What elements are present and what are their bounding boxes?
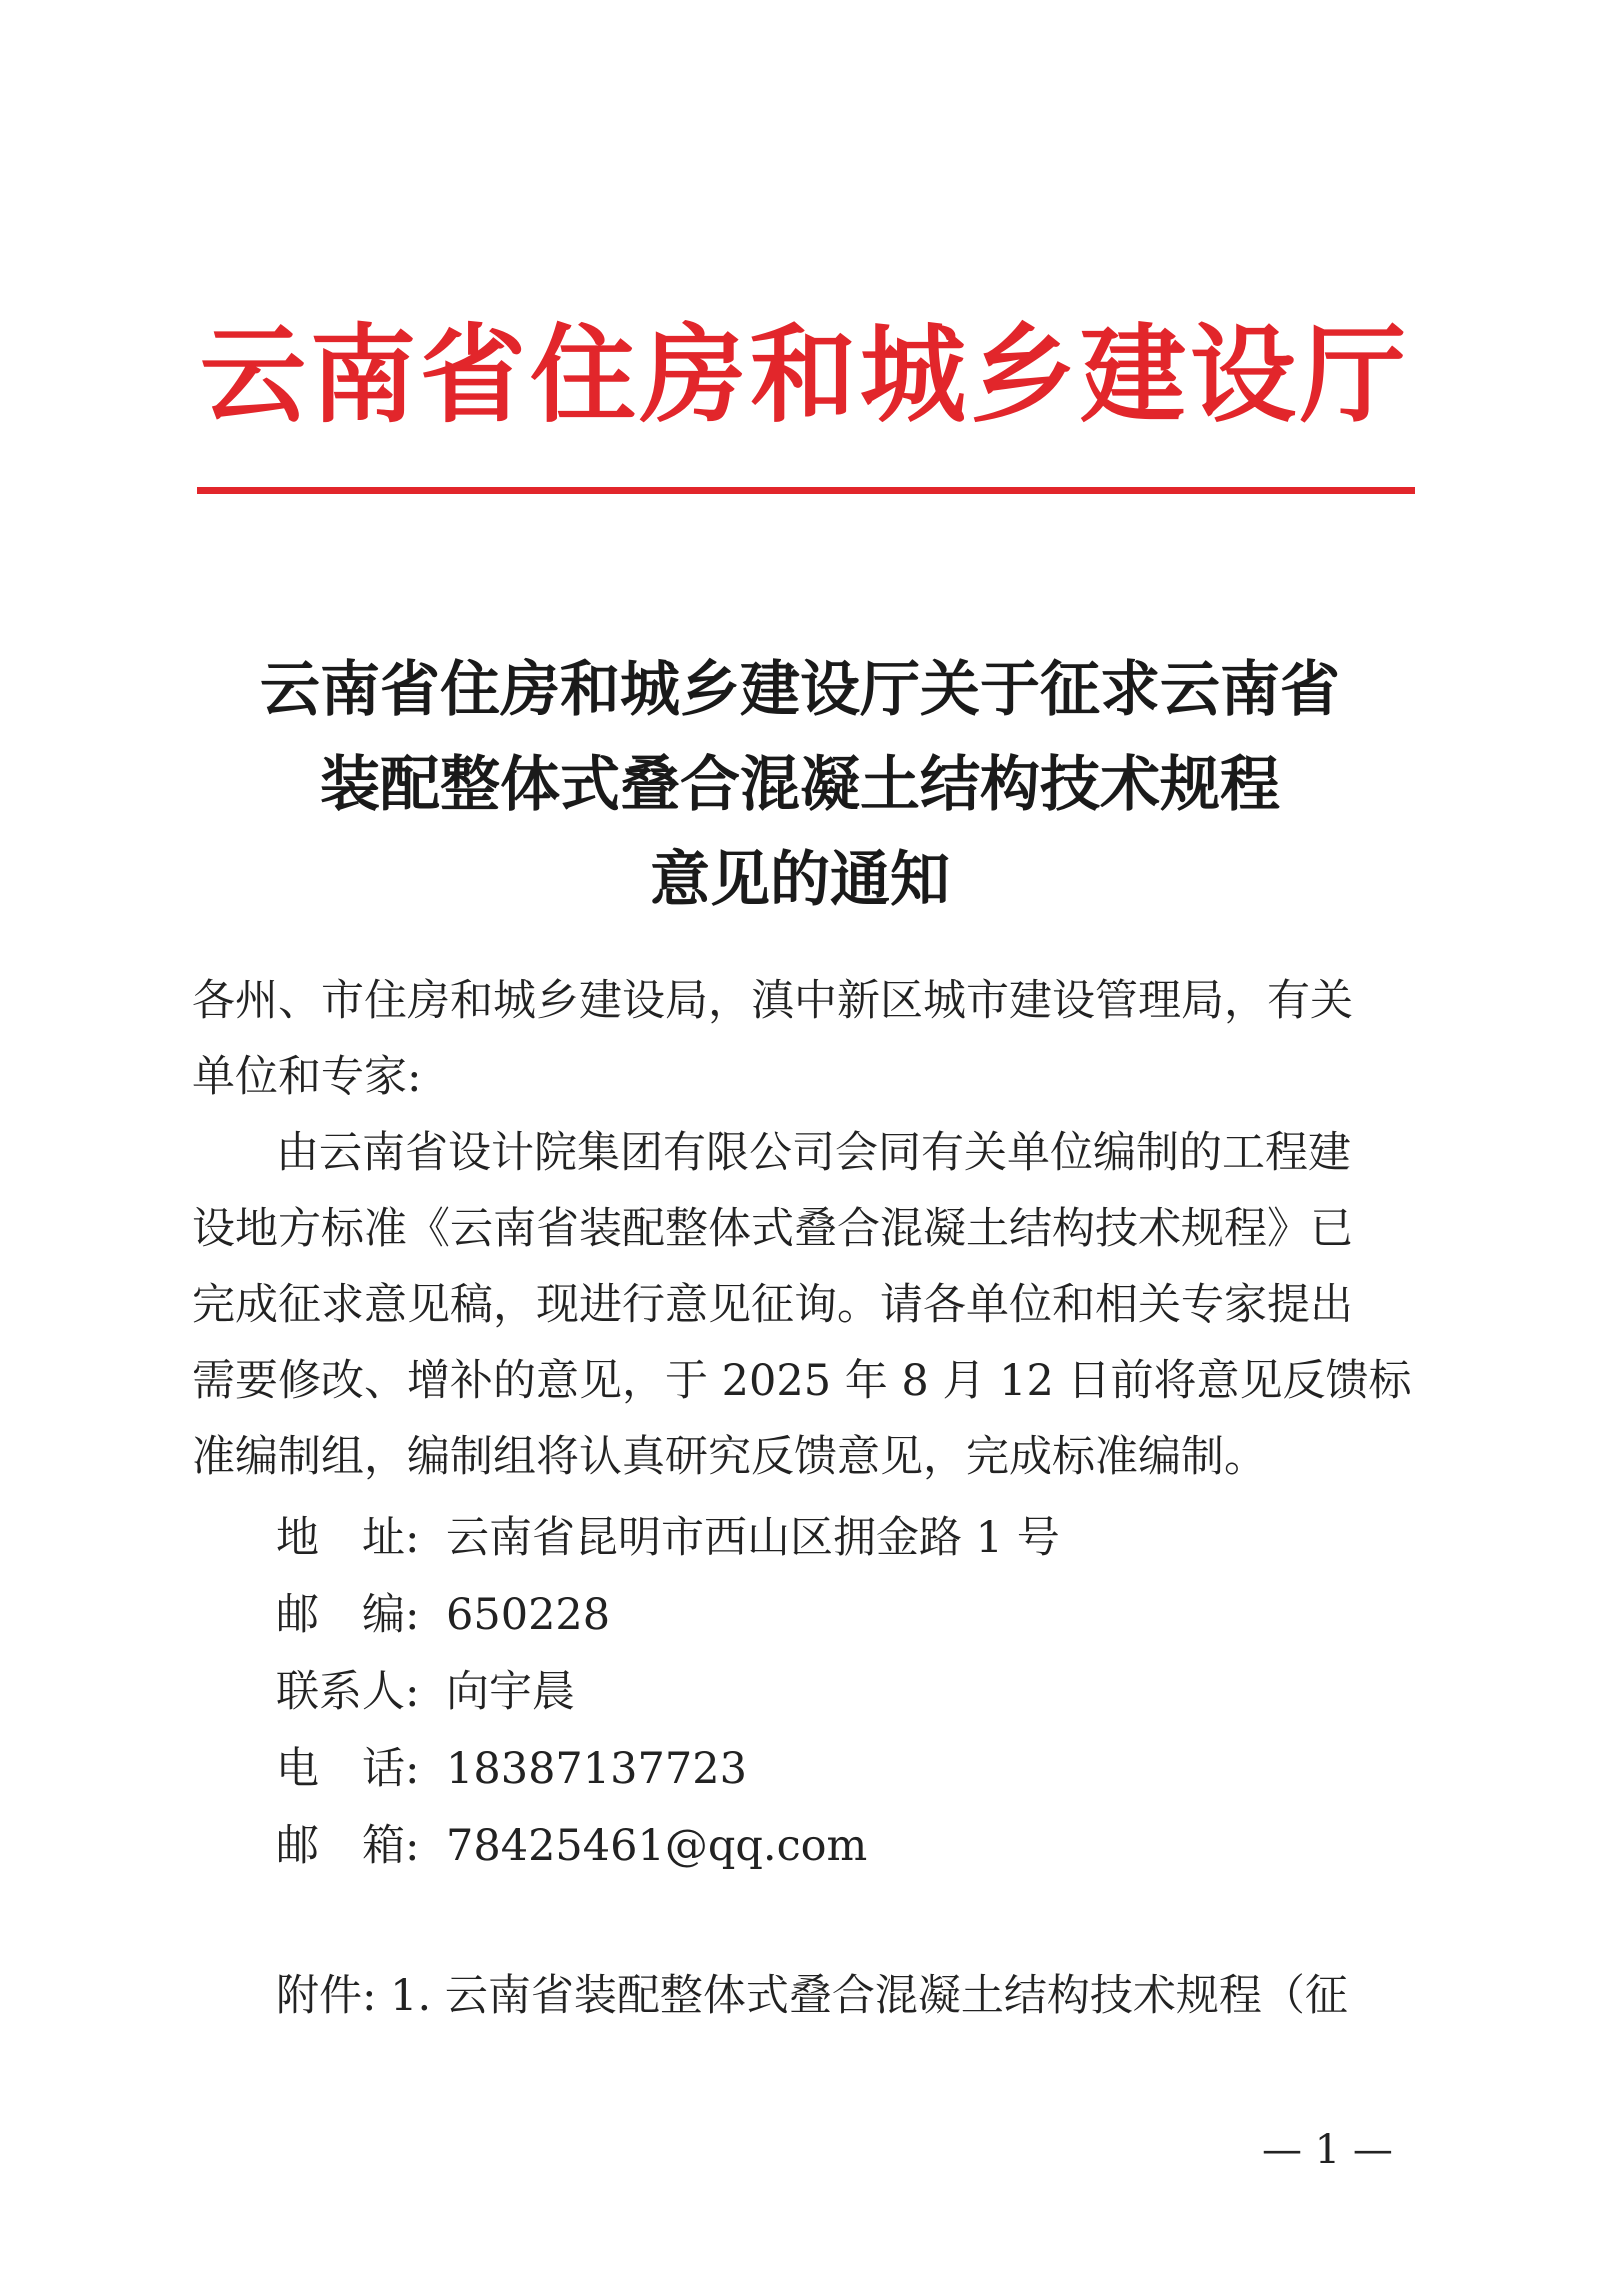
contact-postcode-row — [276, 1577, 1060, 1654]
email-value: 78425461@qq.com — [446, 1821, 868, 1871]
postcode-label: 邮 编: — [276, 1590, 420, 1640]
contact-person-value: 向宇晨 — [446, 1667, 575, 1717]
contact-address-row — [276, 1500, 1060, 1577]
contact-person-label: 联系人: — [276, 1667, 420, 1717]
postcode-value: 650228 — [446, 1590, 611, 1640]
phone-label: 电 话: — [276, 1744, 420, 1794]
agency-header: 云南省住房和城乡建设厅 — [200, 312, 1410, 437]
salutation-line: 单位和专家: — [192, 1052, 422, 1102]
red-header-rule — [197, 487, 1415, 494]
contact-email-row — [276, 1808, 1060, 1885]
contact-block — [276, 1500, 1060, 1885]
contact-person-row — [276, 1654, 1060, 1731]
phone-value: 18387137723 — [446, 1744, 747, 1794]
page-number: — 1 — — [1262, 2127, 1393, 2173]
attachment-line: 附件: 1. 云南省装配整体式叠合混凝土结构技术规程（征 — [276, 1971, 1348, 2021]
body-paragraph-line: 设地方标准《云南省装配整体式叠合混凝土结构技术规程》已 — [192, 1204, 1353, 1254]
document-title — [200, 643, 1400, 928]
body-paragraph-line: 需要修改、增补的意见，于 2025 年 8 月 12 日前将意见反馈标 — [192, 1356, 1412, 1406]
address-value: 云南省昆明市西山区拥金路 1 号 — [446, 1513, 1060, 1563]
contact-phone-row — [276, 1731, 1060, 1808]
body-paragraph-line: 准编制组，编制组将认真研究反馈意见，完成标准编制。 — [192, 1432, 1267, 1482]
address-label: 地 址: — [276, 1513, 420, 1563]
body-paragraph-line: 完成征求意见稿，现进行意见征询。请各单位和相关专家提出 — [192, 1280, 1353, 1330]
email-label: 邮 箱: — [276, 1821, 420, 1871]
document-title-line: 云南省住房和城乡建设厅关于征求云南省 — [260, 655, 1340, 725]
document-body — [192, 963, 1412, 1495]
document-title-line: 装配整体式叠合混凝土结构技术规程 — [320, 750, 1280, 820]
document-title-line: 意见的通知 — [650, 845, 950, 915]
salutation-line: 各州、市住房和城乡建设局，滇中新区城市建设管理局，有关 — [192, 976, 1353, 1026]
body-paragraph-line: 由云南省设计院集团有限公司会同有关单位编制的工程建 — [276, 1128, 1351, 1178]
